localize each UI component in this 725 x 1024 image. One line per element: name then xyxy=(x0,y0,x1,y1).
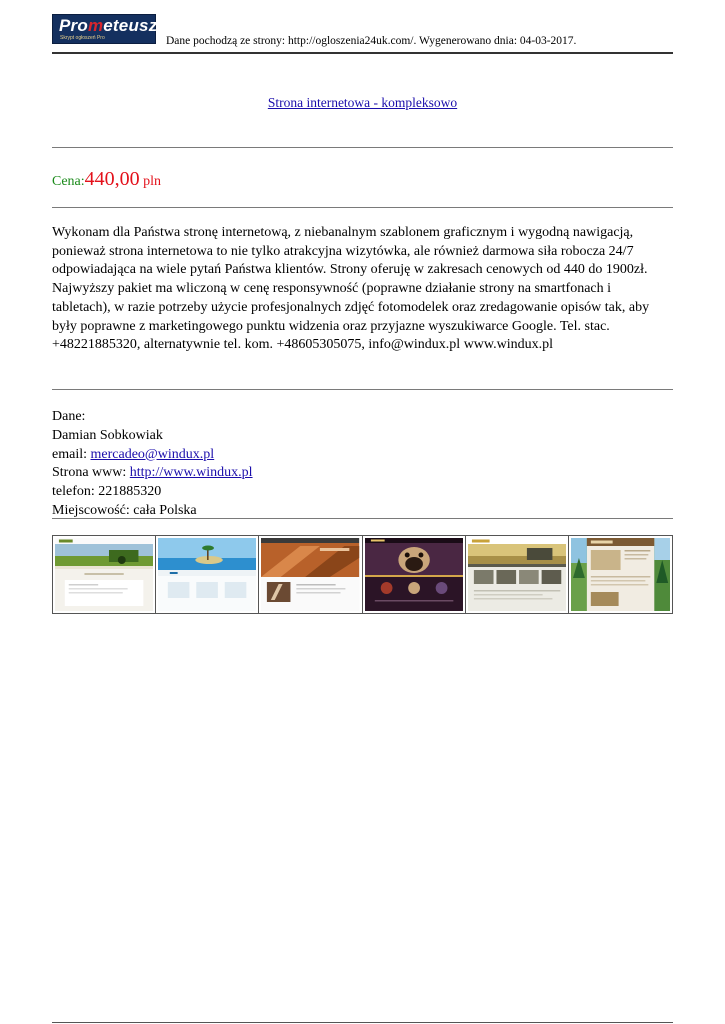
gallery-thumbnail[interactable] xyxy=(466,536,569,613)
logo-text-pre: Pro xyxy=(59,16,88,35)
city-label: Miejscowość: xyxy=(52,502,134,518)
phone-label: telefon: xyxy=(52,484,99,500)
contact-heading: Dane: xyxy=(52,409,86,424)
phone-value: 221885320 xyxy=(98,484,162,500)
thumb-machinery-site-image xyxy=(468,538,566,611)
divider-after-contact xyxy=(52,518,673,519)
contact-website-row xyxy=(52,464,673,483)
gallery-thumbnail[interactable] xyxy=(363,536,466,613)
header-divider xyxy=(52,52,673,54)
gallery-thumbnail[interactable] xyxy=(53,536,156,613)
city-value: cała Polska xyxy=(133,502,197,518)
source-note: Dane pochodzą ze strony: http://ogloszenia24uk.com/. Wygenerowano dnia: 04-03-2017. xyxy=(166,35,577,47)
logo-text-post: eteusz xyxy=(103,16,158,35)
listing-description: Wykonam dla Państwa stronę internetową, z niebanalnym szablonem graficznym i wygodną nawigacją, ponieważ strona internetowa to nie tylko atrakcyjna wizytówka, ale również darmowa siła robocza 24/7 odpowiadająca na wiele pytań Państwa klientów. Strony oferuję w zakresach cenowych od 440 do 1900zł. Najwyższy pakiet ma wliczoną w cenę responsywność (poprawne działanie strony na smartfonach i tabletach), w razie potrzeby użycie profesjonalnych zdjęć fotomodelek oraz zredagowanie opisów tak, aby były poprawne z marketingowego punktu widzenia oraz przyjazne wyszukiwarce Google. Tel. stac. +48221885320, alternatywnie tel. kom. +48605305075, info@windux.pl www.windux.pl xyxy=(52,225,650,353)
footer-divider xyxy=(52,1022,673,1023)
contact-block xyxy=(52,408,673,521)
divider-after-description xyxy=(52,389,673,390)
gallery-thumbnail[interactable] xyxy=(569,536,672,613)
email-link[interactable]: mercadeo@windux.pl xyxy=(90,446,215,462)
thumb-nature-site-image xyxy=(571,538,670,611)
contact-name: Damian Sobkowiak xyxy=(52,427,163,443)
divider-after-title xyxy=(52,147,673,148)
logo-text-accent: m xyxy=(87,16,104,35)
prometeusz-logo xyxy=(52,14,156,44)
email-label: email: xyxy=(52,446,91,462)
contact-email-row xyxy=(52,446,673,465)
page-header xyxy=(52,14,673,54)
thumb-island-site-image xyxy=(158,538,256,611)
contact-phone-row xyxy=(52,483,673,502)
divider-after-price xyxy=(52,207,673,208)
thumb-farm-site-image xyxy=(55,538,153,611)
listing-title-link[interactable]: Strona internetowa - kompleksowo xyxy=(267,95,458,110)
price-label: Cena: xyxy=(52,174,85,189)
logo-tagline: Skrypt ogłoszeń Pro xyxy=(60,35,105,41)
thumb-pug-site-image xyxy=(365,538,463,611)
website-link[interactable]: http://www.windux.pl xyxy=(129,465,253,481)
thumb-stairs-site-image xyxy=(261,538,359,611)
gallery-thumbnail[interactable] xyxy=(259,536,362,613)
image-gallery xyxy=(52,535,673,614)
price-row xyxy=(52,168,161,191)
price-value: 440,00 xyxy=(84,168,140,190)
website-label: Strona www: xyxy=(52,465,130,481)
price-currency: pln xyxy=(143,174,162,189)
gallery-thumbnail[interactable] xyxy=(156,536,259,613)
